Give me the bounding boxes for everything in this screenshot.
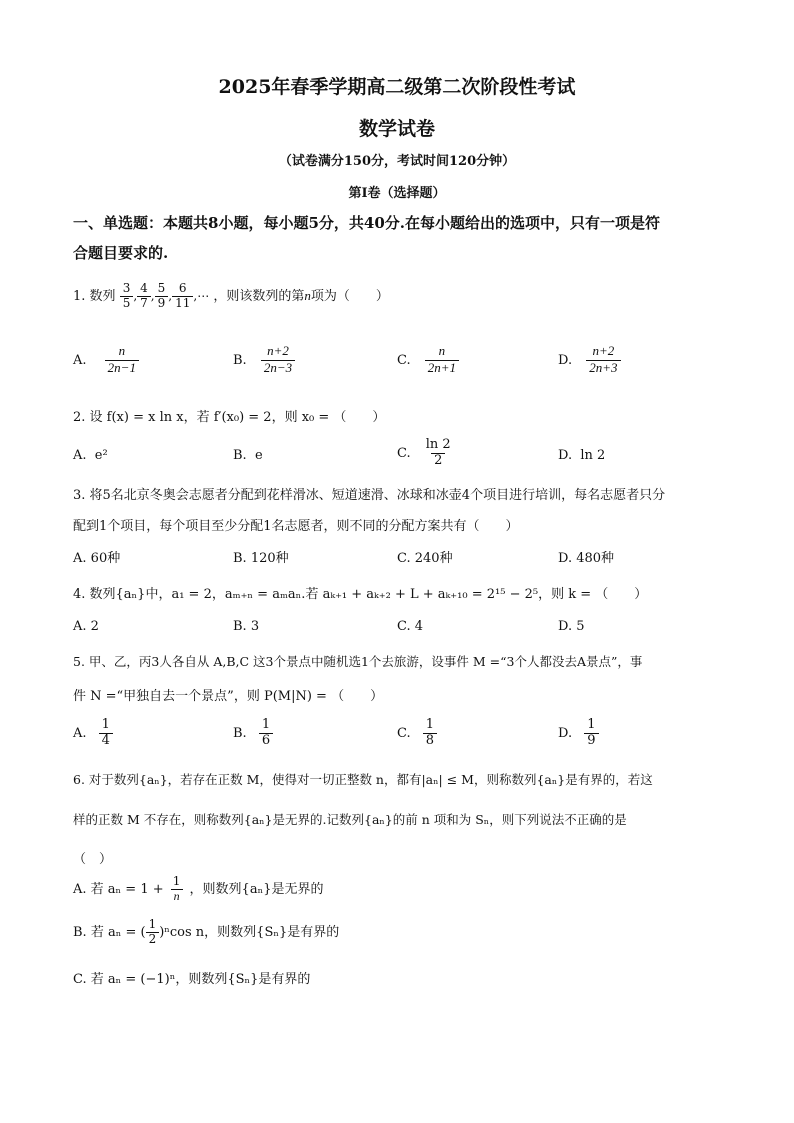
q5-option-a[interactable]: A. $\frac{1}{4}$ xyxy=(73,718,115,749)
q5-option-c[interactable]: C. $\frac{1}{8}$ xyxy=(397,718,439,749)
q1-suffix: ，则该数列的第 xyxy=(213,288,305,304)
q2-option-c[interactable]: C. $\frac{\ln 2}{2}$ xyxy=(397,437,451,468)
q2-option-a[interactable]: A. e² xyxy=(73,448,108,463)
question-6-line2: 样的正数 M 不存在，则称数列{aₙ}是无界的.记数列{aₙ}的前 n 项和为 Sₙ，则下列说法不正确的是 xyxy=(73,812,627,827)
q3-option-d[interactable]: D. 480种 xyxy=(558,551,615,566)
exam-note: （试卷满分150分，考试时间120分钟） xyxy=(278,154,516,169)
question-5-line1: 5. 甲、乙，丙3人各自从 A,B,C 这3个景点中随机选1个去旅游，设事件 M =“3个人都没去A景点”，事 xyxy=(73,654,643,669)
seq-term-3: $\frac{5}{9}$ xyxy=(155,282,169,311)
q3-option-b[interactable]: B. 120种 xyxy=(233,551,289,566)
q1-option-c[interactable]: C. $\frac{n}{2n+1}$ xyxy=(397,344,461,377)
question-3-line2: 配到1个项目，每个项目至少分配1名志愿者，则不同的分配方案共有（ ） xyxy=(73,519,519,534)
question-3-line1: 3. 将5名北京冬奥会志愿者分配到花样滑冰、短道速滑、冰球和冰壶4个项目进行培训，每名志愿者只分 xyxy=(73,488,666,503)
q6-option-c[interactable]: C. 若 aₙ = (−1)ⁿ，则数列{Sₙ}是有界的 xyxy=(73,972,311,987)
q4-option-a[interactable]: A. 2 xyxy=(73,619,99,634)
seq-term-2: $\frac{4}{7}$ xyxy=(137,282,151,311)
exam-title: 2025年春季学期高二级第二次阶段性考试 xyxy=(218,76,576,98)
q6-option-a[interactable]: A. 若 aₙ = 1 + $\frac{1}{n}$ ，则数列{aₙ}是无界的 xyxy=(73,874,324,903)
question-4: 4. 数列{aₙ}中，a₁ = 2，aₘ₊ₙ = aₘaₙ.若 aₖ₊₁ + aₖ₊₂ + L + aₖ₊₁₀ = 2¹⁵ − 2⁵，则 k = （ ） xyxy=(73,587,648,602)
q3-option-c[interactable]: C. 240种 xyxy=(397,551,453,566)
q5-option-b[interactable]: B. $\frac{1}{6}$ xyxy=(233,718,275,749)
q1-prefix: 1. 数列 xyxy=(73,288,116,304)
subject-title: 数学试卷 xyxy=(358,118,435,140)
q1-option-a[interactable]: A. $\frac{n}{2n-1}$ xyxy=(73,344,141,377)
q5-option-d[interactable]: D. $\frac{1}{9}$ xyxy=(558,718,601,749)
q2-option-b[interactable]: B. e xyxy=(233,448,263,463)
q1-option-d[interactable]: D. $\frac{n+2}{2n+3}$ xyxy=(558,344,623,377)
question-1: 1. 数列 $\frac{3}{5}$ , $\frac{4}{7}$ , $\frac{5}{9}$ , $\frac{6}{11}$ ,⋯ ，则该数列的第n项为（ ） xyxy=(73,281,389,310)
q3-option-a[interactable]: A. 60种 xyxy=(73,551,121,566)
q2-option-d[interactable]: D. ln 2 xyxy=(558,448,606,463)
seq-term-4: $\frac{6}{11}$ xyxy=(172,282,193,311)
seq-term-1: $\frac{3}{5}$ xyxy=(120,282,134,311)
q1-option-b[interactable]: B. $\frac{n+2}{2n-3}$ xyxy=(233,344,297,377)
q6-option-b[interactable]: B. 若 aₙ = ( $\frac{1}{2}$ )ⁿcos n，则数列{Sₙ}是有界的 xyxy=(73,917,340,946)
section-heading-line2: 合题目要求的. xyxy=(73,244,169,262)
q4-option-b[interactable]: B. 3 xyxy=(233,619,260,634)
section-heading-line1: 一、单选题：本题共8小题，每小题5分，共40分.在每小题给出的选项中，只有一项是符 xyxy=(73,214,660,232)
question-6-line1: 6. 对于数列{aₙ}，若存在正数 M，使得对一切正整数 n，都有|aₙ| ≤ M，则称数列{aₙ}是有界的，若这 xyxy=(73,772,653,787)
question-5-line2: 件 N =“甲独自去一个景点”，则 P(M|N) = （ ） xyxy=(73,689,384,704)
q4-option-c[interactable]: C. 4 xyxy=(397,619,424,634)
volume-title: 第I卷（选择题） xyxy=(348,186,446,201)
question-6-line3: （ ） xyxy=(73,852,113,867)
q4-option-d[interactable]: D. 5 xyxy=(558,619,585,634)
question-2: 2. 设 f(x) = x ln x，若 f′(x₀) = 2，则 x₀ = （ ） xyxy=(73,410,386,425)
q1-sequence: $\frac{3}{5}$ , $\frac{4}{7}$ , $\frac{5}{9}$ , $\frac{6}{11}$ ,⋯ xyxy=(120,282,210,311)
